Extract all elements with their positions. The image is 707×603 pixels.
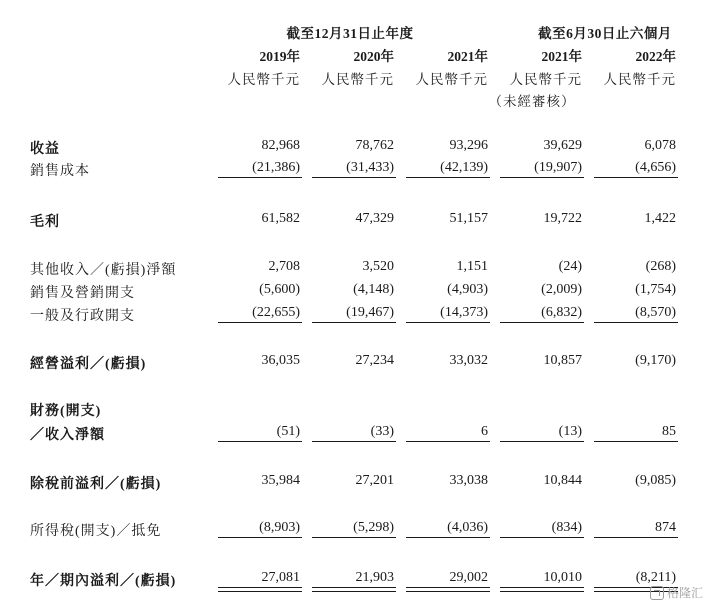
row-value: (4,036)	[447, 520, 488, 535]
row-value: 61,582	[261, 211, 300, 226]
row-label: 銷售成本	[30, 164, 90, 179]
row-value: (13)	[558, 424, 582, 439]
underline	[500, 177, 584, 178]
row-value: (42,139)	[440, 160, 488, 175]
row-label: 除稅前溢利／(虧損)	[30, 477, 162, 492]
row-value: 3,520	[362, 259, 394, 274]
header-group-six-months: 截至6月30日止六個月	[538, 26, 672, 41]
row-value: 874	[655, 520, 676, 535]
row-value: (19,467)	[346, 305, 394, 320]
row-label: 經營溢利／(虧損)	[30, 357, 147, 372]
row-label: 年／期內溢利／(虧損)	[30, 574, 177, 589]
row-value: (4,903)	[447, 282, 488, 297]
row-value: (5,298)	[353, 520, 394, 535]
underline	[594, 441, 678, 442]
watermark	[650, 584, 703, 601]
row-value: (834)	[551, 520, 582, 535]
row-value: (9,170)	[635, 353, 676, 368]
underline	[312, 441, 396, 442]
row-value: 78,762	[355, 138, 394, 153]
year-header-2019: 2019年	[259, 49, 300, 64]
row-value: 33,038	[449, 473, 488, 488]
underline	[594, 322, 678, 323]
double-underline	[312, 587, 396, 592]
row-value: 1,151	[456, 259, 488, 274]
underline	[594, 177, 678, 178]
underline	[594, 537, 678, 538]
row-value: (24)	[558, 259, 582, 274]
row-label: 所得稅(開支)／抵免	[30, 524, 162, 539]
watermark-logo-icon	[650, 586, 664, 600]
row-value: 19,722	[543, 211, 582, 226]
row-value: (14,373)	[440, 305, 488, 320]
row-label: 銷售及營銷開支	[30, 286, 135, 301]
year-header-2022-h1: 2022年	[635, 49, 676, 64]
watermark-text: 格隆汇	[666, 586, 703, 600]
double-underline	[500, 587, 584, 592]
underline	[500, 537, 584, 538]
unit-header: 人民幣千元	[415, 72, 488, 87]
row-value: 85	[662, 424, 676, 439]
underline	[406, 441, 490, 442]
row-value: (19,907)	[534, 160, 582, 175]
row-value: 10,010	[543, 570, 582, 585]
row-value: 36,035	[261, 353, 300, 368]
underline	[218, 322, 302, 323]
row-value: (22,655)	[252, 305, 300, 320]
underline	[312, 322, 396, 323]
row-value: 51,157	[449, 211, 488, 226]
row-value: (33)	[370, 424, 394, 439]
row-value: 21,903	[355, 570, 394, 585]
row-value: (8,570)	[635, 305, 676, 320]
row-value: 27,201	[355, 473, 394, 488]
row-value: (51)	[276, 424, 300, 439]
underline	[218, 177, 302, 178]
row-label: ／收入淨額	[30, 428, 105, 443]
unit-header: 人民幣千元	[227, 72, 300, 87]
row-value: (8,903)	[259, 520, 300, 535]
unit-header: 人民幣千元	[603, 72, 676, 87]
row-value: 29,002	[449, 570, 488, 585]
row-value: (8,211)	[635, 570, 676, 585]
row-value: 27,234	[355, 353, 394, 368]
underline	[312, 177, 396, 178]
underline	[218, 537, 302, 538]
row-label: 毛利	[30, 215, 60, 230]
underline	[406, 322, 490, 323]
double-underline	[406, 587, 490, 592]
row-value: 10,844	[543, 473, 582, 488]
row-value: (4,148)	[353, 282, 394, 297]
row-value: 47,329	[355, 211, 394, 226]
unit-header: 人民幣千元	[321, 72, 394, 87]
row-label: 財務(開支)	[30, 404, 102, 419]
year-header-2021: 2021年	[447, 49, 488, 64]
row-value: 27,081	[261, 570, 300, 585]
row-value: (4,656)	[635, 160, 676, 175]
double-underline	[218, 587, 302, 592]
row-value: 10,857	[543, 353, 582, 368]
row-value: (2,009)	[541, 282, 582, 297]
row-value: 82,968	[261, 138, 300, 153]
row-value: (31,433)	[346, 160, 394, 175]
row-label: 收益	[30, 142, 60, 157]
row-value: 6	[481, 424, 488, 439]
row-value: (21,386)	[252, 160, 300, 175]
row-value: 39,629	[543, 138, 582, 153]
row-value: (9,085)	[635, 473, 676, 488]
row-value: (6,832)	[541, 305, 582, 320]
unaudited-note: （未經審核）	[488, 94, 576, 109]
row-label: 其他收入／(虧損)淨額	[30, 263, 177, 278]
row-value: 2,708	[268, 259, 300, 274]
underline	[500, 322, 584, 323]
row-value: 93,296	[449, 138, 488, 153]
row-value: 35,984	[261, 473, 300, 488]
row-value: 6,078	[644, 138, 676, 153]
year-header-2021-h1: 2021年	[541, 49, 582, 64]
row-value: (268)	[645, 259, 676, 274]
row-value: (5,600)	[259, 282, 300, 297]
header-group-year-end: 截至12月31日止年度	[286, 26, 414, 41]
unit-header: 人民幣千元	[509, 72, 582, 87]
underline	[500, 441, 584, 442]
year-header-2020: 2020年	[353, 49, 394, 64]
underline	[218, 441, 302, 442]
underline	[406, 537, 490, 538]
underline	[406, 177, 490, 178]
row-value: (1,754)	[635, 282, 676, 297]
row-value: 1,422	[644, 211, 676, 226]
underline	[312, 537, 396, 538]
row-value: 33,032	[449, 353, 488, 368]
row-label: 一般及行政開支	[30, 309, 135, 324]
